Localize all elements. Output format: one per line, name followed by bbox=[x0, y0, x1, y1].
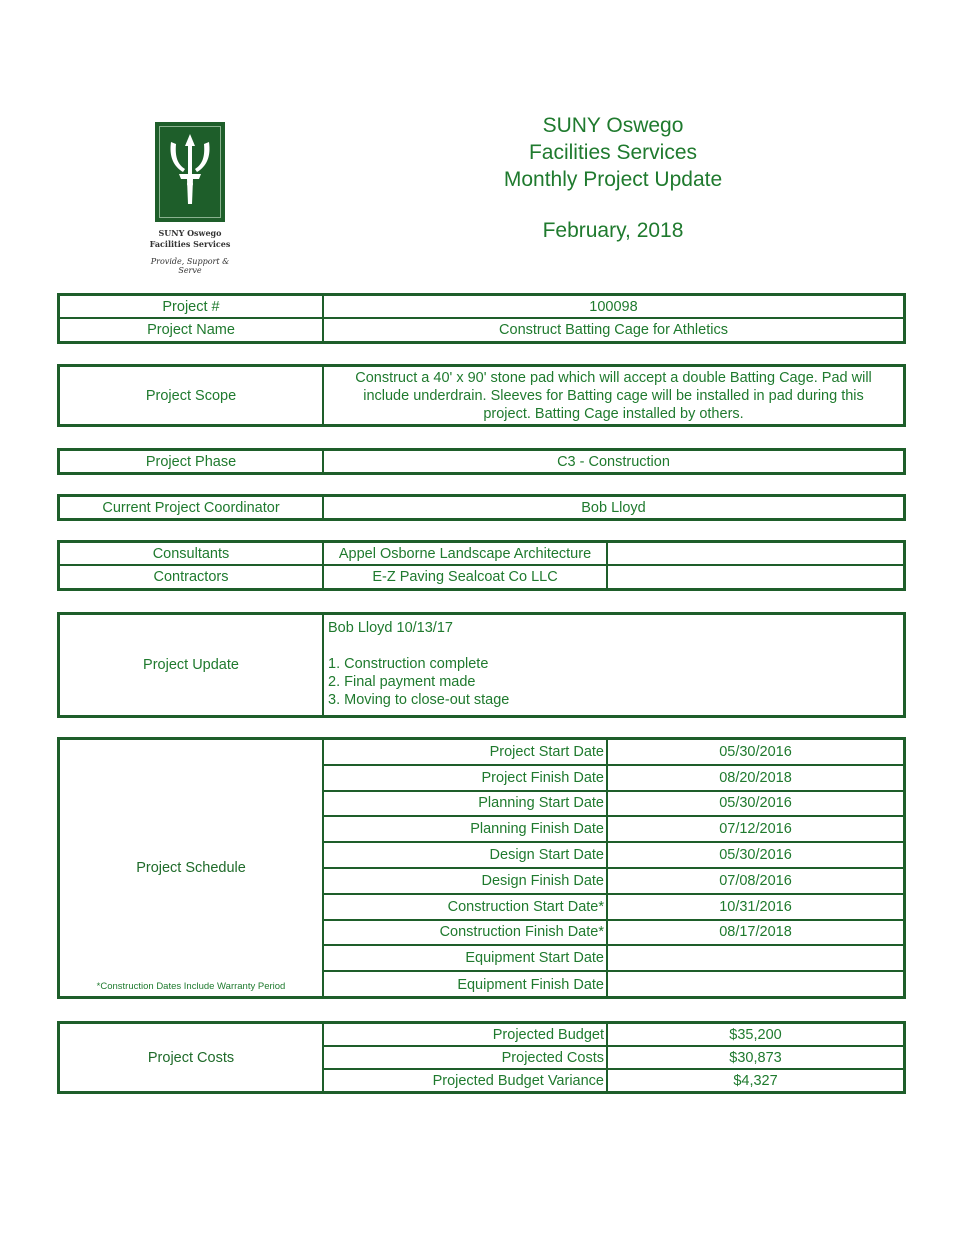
project-update-label: Project Update bbox=[60, 615, 324, 715]
contractors-extra bbox=[608, 566, 903, 588]
project-scope-label: Project Scope bbox=[60, 367, 324, 424]
table-row bbox=[324, 817, 903, 843]
table-row bbox=[60, 497, 903, 518]
consultants-extra bbox=[608, 543, 903, 564]
update-line: 1. Construction complete bbox=[328, 656, 489, 672]
project-number-value: 100098 bbox=[589, 298, 638, 315]
project-schedule-table bbox=[57, 737, 906, 999]
schedule-label: Equipment Finish Date bbox=[324, 972, 608, 998]
project-update-body bbox=[324, 615, 903, 715]
coordinator-table bbox=[57, 494, 906, 521]
project-number-label: Project # bbox=[60, 296, 324, 317]
schedule-label: Project Start Date bbox=[324, 740, 608, 764]
page-header bbox=[460, 112, 766, 244]
schedule-label: Planning Start Date bbox=[324, 792, 608, 816]
header-title-3: Monthly Project Update bbox=[503, 168, 723, 191]
schedule-value: 07/08/2016 bbox=[719, 872, 792, 889]
cost-label: Projected Budget bbox=[324, 1024, 608, 1045]
table-row bbox=[324, 740, 903, 766]
header-title-2: Facilities Services bbox=[528, 141, 698, 164]
table-row bbox=[60, 367, 903, 424]
update-line: 2. Final payment made bbox=[328, 674, 476, 690]
table-row bbox=[60, 451, 903, 472]
table-row bbox=[60, 296, 903, 319]
cost-label: Projected Costs bbox=[324, 1047, 608, 1068]
schedule-value: 05/30/2016 bbox=[719, 795, 792, 812]
table-row bbox=[60, 543, 903, 566]
schedule-label: Design Finish Date bbox=[324, 869, 608, 893]
scope-line: project. Batting Cage installed by others. bbox=[483, 405, 744, 422]
schedule-value: 05/30/2016 bbox=[719, 847, 792, 864]
project-update-table bbox=[57, 612, 906, 718]
header-date: February, 2018 bbox=[542, 219, 684, 242]
schedule-value: 10/31/2016 bbox=[719, 898, 792, 915]
project-phase-table bbox=[57, 448, 906, 475]
logo-name: SUNY Oswego bbox=[158, 228, 222, 238]
contractors-value: E-Z Paving Sealcoat Co LLC bbox=[324, 566, 608, 588]
cost-label: Projected Budget Variance bbox=[324, 1070, 608, 1091]
table-row bbox=[60, 319, 903, 341]
coordinator-label: Current Project Coordinator bbox=[60, 497, 324, 518]
schedule-value: 08/20/2018 bbox=[719, 769, 792, 786]
table-row bbox=[324, 921, 903, 947]
trident-logo-icon bbox=[155, 122, 225, 222]
table-row bbox=[60, 566, 903, 588]
table-row bbox=[324, 792, 903, 818]
table-row bbox=[324, 1047, 903, 1070]
table-row bbox=[324, 766, 903, 792]
schedule-value: 05/30/2016 bbox=[719, 743, 792, 760]
table-row bbox=[324, 895, 903, 921]
schedule-label: Construction Finish Date* bbox=[324, 921, 608, 945]
schedule-value bbox=[608, 972, 903, 998]
table-row bbox=[324, 1024, 903, 1047]
table-row bbox=[324, 843, 903, 869]
schedule-value bbox=[608, 946, 903, 970]
project-phase-value: C3 - Construction bbox=[557, 453, 670, 470]
coordinator-value: Bob Lloyd bbox=[581, 499, 646, 516]
cost-value: $30,873 bbox=[729, 1049, 782, 1066]
scope-line: Construct a 40' x 90' stone pad which will accept a double Batting Cage. Pad will bbox=[355, 369, 872, 386]
logo bbox=[140, 122, 240, 275]
update-line: Bob Lloyd 10/13/17 bbox=[328, 620, 453, 636]
project-costs-table bbox=[57, 1021, 906, 1094]
update-line: 3. Moving to close-out stage bbox=[328, 692, 510, 708]
scope-line: include underdrain. Sleeves for Batting cage will be installed in pad during this bbox=[363, 387, 864, 404]
logo-tagline: Provide, Support & Serve bbox=[150, 257, 230, 275]
consultants-label: Consultants bbox=[60, 543, 324, 564]
project-costs-label: Project Costs bbox=[147, 1049, 235, 1066]
project-scope-value bbox=[324, 367, 903, 424]
schedule-value: 08/17/2018 bbox=[719, 924, 792, 941]
schedule-footnote: *Construction Dates Include Warranty Period bbox=[96, 981, 286, 992]
schedule-label: Project Finish Date bbox=[324, 766, 608, 790]
consultants-value: Appel Osborne Landscape Architecture bbox=[324, 543, 608, 564]
schedule-label: Design Start Date bbox=[324, 843, 608, 867]
table-row bbox=[324, 1070, 903, 1091]
contractors-label: Contractors bbox=[60, 566, 324, 588]
project-id-table bbox=[57, 293, 906, 344]
schedule-value: 07/12/2016 bbox=[719, 821, 792, 838]
project-scope-table bbox=[57, 364, 906, 427]
table-row bbox=[324, 946, 903, 972]
cost-value: $4,327 bbox=[733, 1072, 778, 1089]
parties-table bbox=[57, 540, 906, 591]
cost-value: $35,200 bbox=[729, 1026, 782, 1043]
header-title-1: SUNY Oswego bbox=[542, 114, 684, 137]
table-row bbox=[324, 972, 903, 998]
schedule-label: Planning Finish Date bbox=[324, 817, 608, 841]
project-phase-label: Project Phase bbox=[60, 451, 324, 472]
project-name-label: Project Name bbox=[60, 319, 324, 341]
logo-dept: Facilities Services bbox=[149, 239, 231, 249]
table-row bbox=[324, 869, 903, 895]
table-row bbox=[60, 615, 903, 715]
schedule-label: Equipment Start Date bbox=[324, 946, 608, 970]
project-name-value: Construct Batting Cage for Athletics bbox=[499, 322, 728, 338]
project-schedule-label: Project Schedule bbox=[136, 860, 246, 876]
schedule-label: Construction Start Date* bbox=[324, 895, 608, 919]
